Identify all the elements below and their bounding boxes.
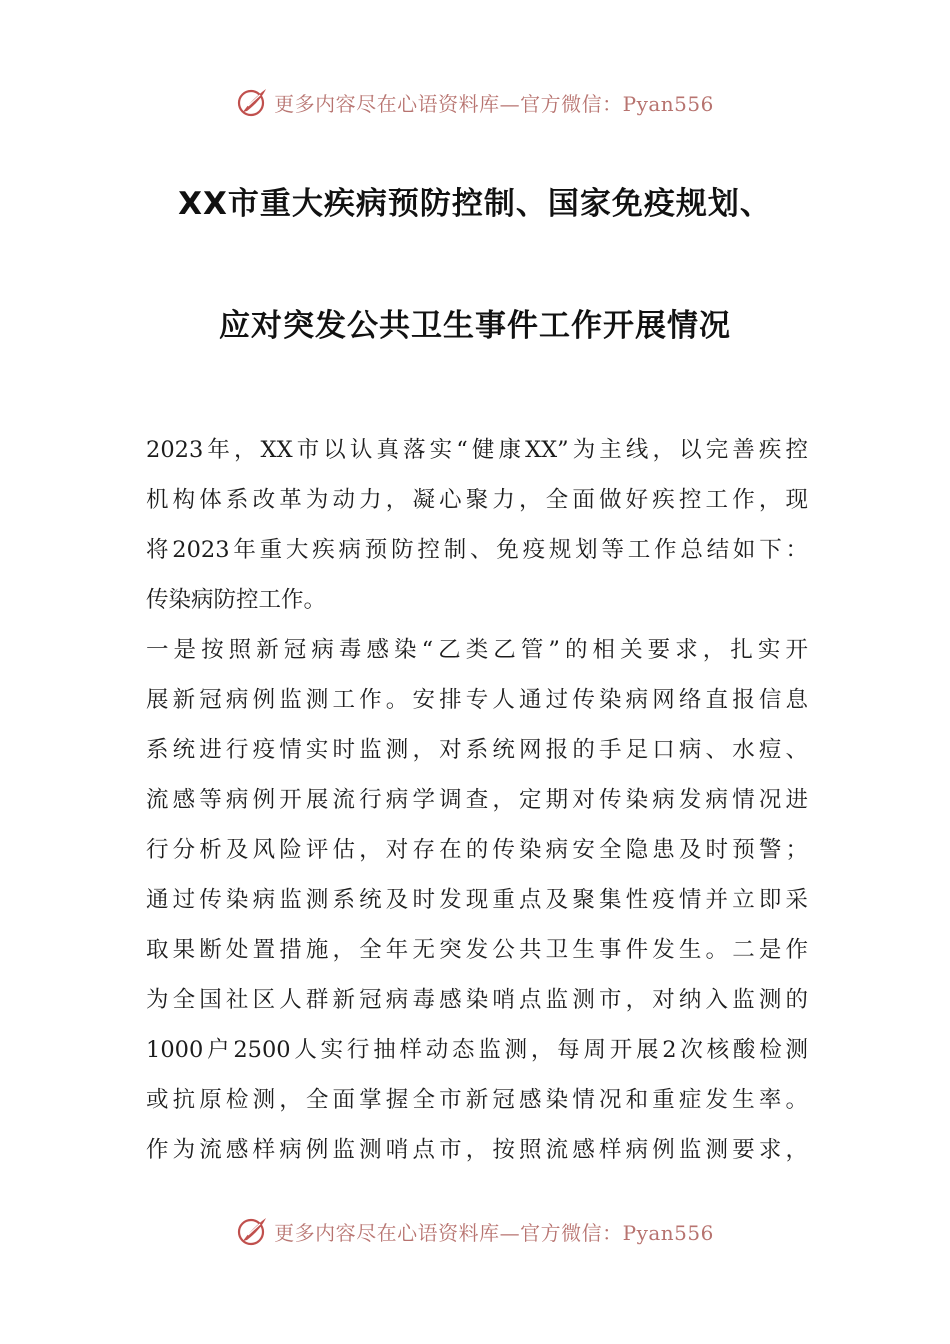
body-line: 通过传染病监测系统及时发现重点及聚集性疫情并立即采 — [146, 887, 808, 913]
body-line: 为全国社区人群新冠病毒感染哨点监测市，对纳入监测的 — [146, 987, 808, 1013]
title-line-2: 应对突发公共卫生事件工作开展情况 — [219, 308, 731, 344]
title-line-1: XX市重大疾病预防控制、国家免疫规划、 — [178, 186, 772, 222]
quill-logo-icon — [236, 1214, 270, 1248]
body-line: 机构体系改革为动力，凝心聚力，全面做好疾控工作，现 — [146, 487, 808, 513]
body-line: 一是按照新冠病毒感染“乙类乙管”的相关要求，扎实开 — [146, 637, 808, 663]
body-line: 行分析及风险评估，对存在的传染病安全隐患及时预警； — [146, 837, 808, 863]
body-line: 1000户2500人实行抽样动态监测，每周开展2次核酸检测 — [146, 1037, 808, 1063]
quill-logo-icon — [236, 85, 270, 119]
body-line: 流感等病例开展流行病学调查，定期对传染病发病情况进 — [146, 787, 808, 813]
body-line: 展新冠病例监测工作。安排专人通过传染病网络直报信息 — [146, 687, 808, 713]
body-line: 将2023年重大疾病预防控制、免疫规划等工作总结如下： — [146, 537, 808, 563]
header-banner-text: 更多内容尽在心语资料库—官方微信：Pyan556 — [274, 91, 714, 116]
header-banner — [0, 82, 950, 122]
body-line: 或抗原检测，全面掌握全市新冠感染情况和重症发生率。 — [146, 1087, 808, 1113]
body-line: 传染病防控工作。 — [146, 587, 327, 613]
body-line: 取果断处置措施，全年无突发公共卫生事件发生。二是作 — [146, 937, 808, 963]
body-line: 作为流感样病例监测哨点市，按照流感样病例监测要求， — [146, 1137, 808, 1163]
body-line: 2023年，XX市以认真落实“健康XX”为主线，以完善疾控 — [146, 437, 808, 463]
body-line: 系统进行疫情实时监测，对系统网报的手足口病、水痘、 — [146, 737, 808, 763]
footer-banner — [0, 1211, 950, 1251]
footer-banner-text: 更多内容尽在心语资料库—官方微信：Pyan556 — [274, 1220, 714, 1245]
body-text — [146, 425, 808, 1175]
